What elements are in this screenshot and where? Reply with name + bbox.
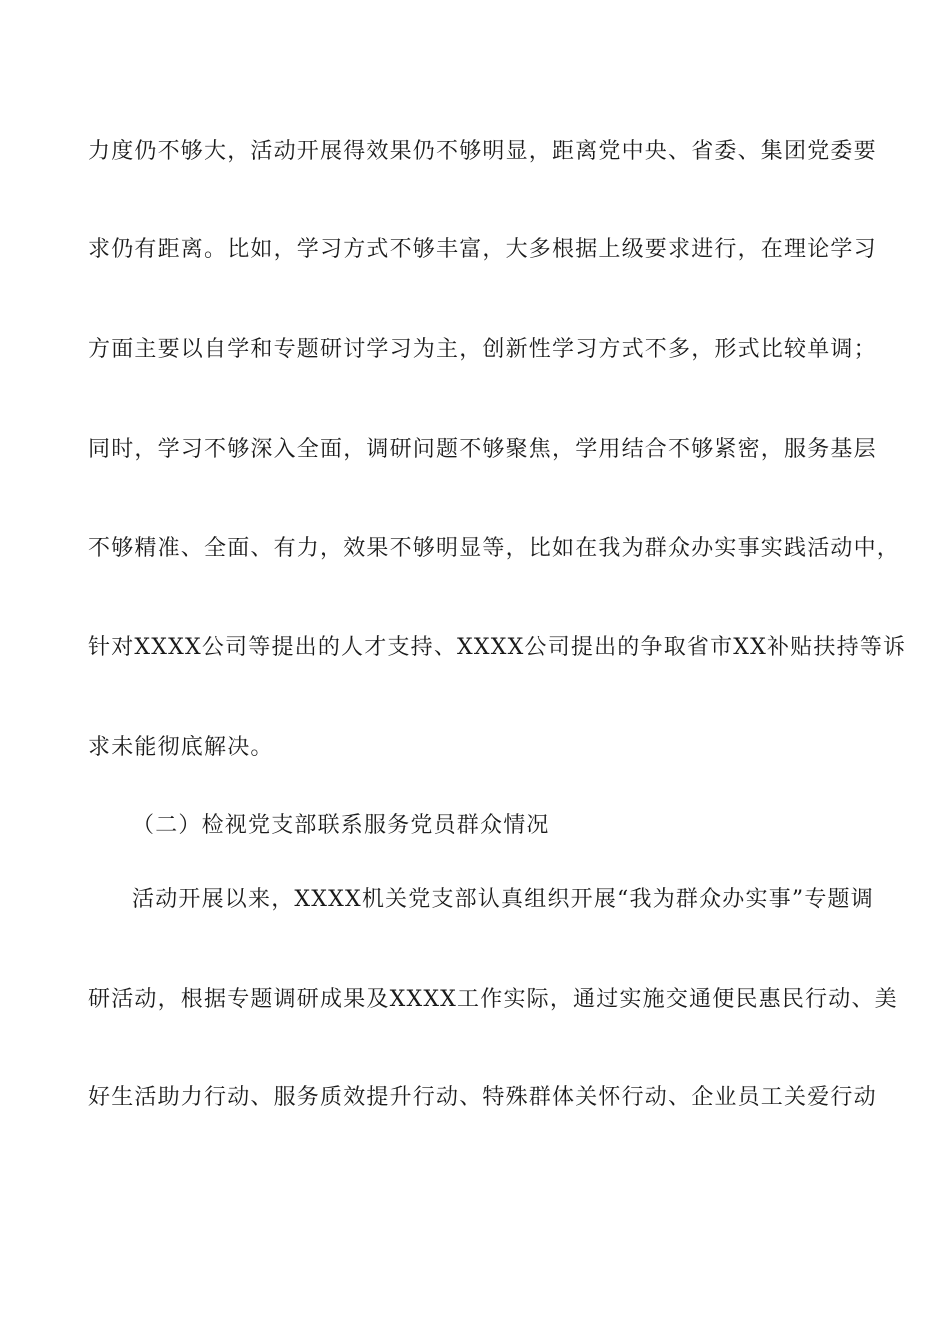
- paragraph-line: 针对XXXX公司等提出的人才支持、XXXX公司提出的争取省市XX补贴扶持等诉: [88, 635, 907, 660]
- paragraph-line: 好生活助力行动、服务质效提升行动、特殊群体关怀行动、企业员工关爱行动: [88, 1085, 877, 1110]
- paragraph-line: 求未能彻底解决。: [88, 735, 274, 760]
- paragraph-line: 活动开展以来，XXXX机关党支部认真组织开展“我为群众办实事”专题调: [132, 887, 874, 912]
- paragraph-line: 求仍有距离。比如，学习方式不够丰富，大多根据上级要求进行，在理论学习: [88, 237, 877, 262]
- paragraph-line: 力度仍不够大，活动开展得效果仍不够明显，距离党中央、省委、集团党委要: [88, 139, 877, 164]
- paragraph-line: 研活动，根据专题调研成果及XXXX工作实际，通过实施交通便民惠民行动、美: [88, 987, 898, 1012]
- paragraph-line: 不够精准、全面、有力，效果不够明显等，比如在我为群众办实事实践活动中，: [88, 536, 901, 561]
- paragraph-line: 方面主要以自学和专题研讨学习为主，创新性学习方式不多，形式比较单调；: [88, 337, 877, 362]
- paragraph-line: 同时，学习不够深入全面，调研问题不够聚焦，学用结合不够紧密，服务基层: [88, 437, 877, 462]
- section-heading: （二）检视党支部联系服务党员群众情况: [132, 813, 550, 838]
